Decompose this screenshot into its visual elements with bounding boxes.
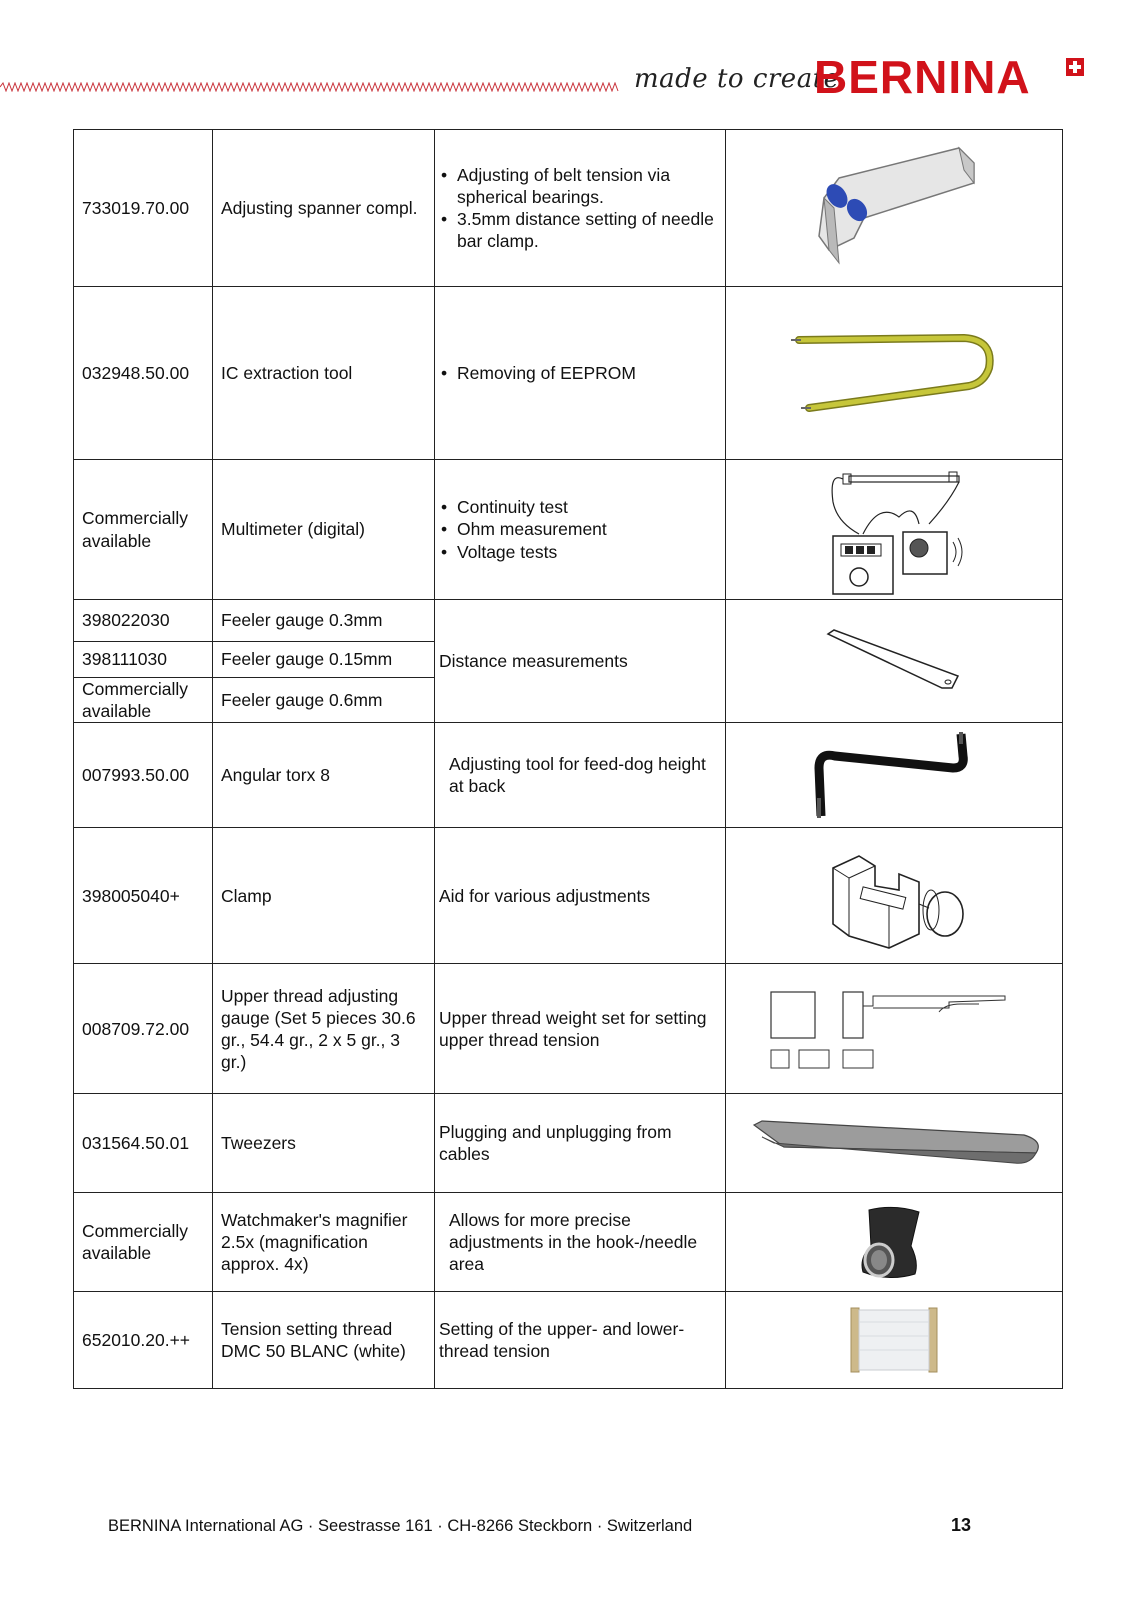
tool-image-cell: [726, 723, 1063, 828]
table-row: [74, 964, 1063, 1094]
table-row: [74, 1193, 1063, 1292]
part-number: Commercially available: [74, 678, 213, 723]
part-number: 008709.72.00: [74, 964, 213, 1094]
tool-uses: [435, 287, 726, 460]
tool-image-cell: [726, 460, 1063, 600]
part-number: 398005040+: [74, 828, 213, 964]
tool-description: Allows for more precise adjustments in the hook-/needle area: [435, 1193, 726, 1292]
adjusting-spanner-icon: [799, 138, 989, 278]
table-row: [74, 460, 1063, 600]
tool-name: Tension setting thread DMC 50 BLANC (white): [213, 1292, 435, 1389]
clamp-icon: [819, 838, 969, 953]
tool-name: Feeler gauge 0.3mm: [213, 600, 435, 642]
tool-name: Watchmaker's magnifier 2.5x (magnification approx. 4x): [213, 1193, 435, 1292]
tool-name: Feeler gauge 0.6mm: [213, 678, 435, 723]
use-item: • Ohm measurement: [457, 518, 717, 540]
tool-description: Aid for various adjustments: [435, 828, 726, 964]
part-number: 652010.20.++: [74, 1292, 213, 1389]
thread-spool-icon: [849, 1306, 939, 1374]
footer-address: BERNINA International AG · Seestrasse 161 · CH-8266 Steckborn · Switzerland: [108, 1517, 693, 1535]
table-row: [74, 828, 1063, 964]
part-number: Commercially available: [74, 460, 213, 600]
tool-name: IC extraction tool: [213, 287, 435, 460]
tool-description: Upper thread weight set for setting upper thread tension: [435, 964, 726, 1094]
table-row: [74, 1292, 1063, 1389]
use-item: • Voltage tests: [457, 541, 717, 563]
part-number: 398111030: [74, 642, 213, 678]
tool-name: Multimeter (digital): [213, 460, 435, 600]
angular-torx-icon: [809, 728, 979, 823]
tool-image-cell: [726, 1094, 1063, 1193]
magnifier-loupe-icon: [849, 1202, 939, 1282]
tools-table: [73, 129, 1063, 1389]
part-number: Commercially available: [74, 1193, 213, 1292]
table-row: [74, 130, 1063, 287]
part-number: 032948.50.00: [74, 287, 213, 460]
use-item: • Removing of EEPROM: [457, 362, 717, 384]
ic-extraction-tool-icon: [789, 328, 999, 418]
tool-name: Tweezers: [213, 1094, 435, 1193]
thread-weight-set-icon: [769, 984, 1019, 1074]
multimeter-icon: [819, 462, 969, 597]
tool-uses: [435, 460, 726, 600]
tool-image-cell: [726, 287, 1063, 460]
use-item: • Adjusting of belt tension via spherical bearings.: [457, 164, 717, 208]
tool-image-cell: [726, 1292, 1063, 1389]
table-row: [74, 1094, 1063, 1193]
page-number: 13: [951, 1515, 972, 1535]
tool-name: Upper thread adjusting gauge (Set 5 pieces 30.6 gr., 54.4 gr., 2 x 5 gr., 3 gr.): [213, 964, 435, 1094]
tool-image-cell: [726, 600, 1063, 723]
tool-image-cell: [726, 130, 1063, 287]
tool-name: Angular torx 8: [213, 723, 435, 828]
use-item: • Continuity test: [457, 496, 717, 518]
swiss-cross-icon: [1066, 58, 1084, 76]
tool-name: Clamp: [213, 828, 435, 964]
tool-description: Adjusting tool for feed-dog height at back: [435, 723, 726, 828]
zigzag-stitch-line: [0, 82, 620, 92]
tool-name: Adjusting spanner compl.: [213, 130, 435, 287]
part-number: 398022030: [74, 600, 213, 642]
part-number: 031564.50.01: [74, 1094, 213, 1193]
tool-description: Distance measurements: [435, 600, 726, 723]
tool-image-cell: [726, 828, 1063, 964]
brand-logo: BERNINA: [814, 51, 1031, 103]
table-row: [74, 287, 1063, 460]
use-item: • 3.5mm distance setting of needle bar clamp.: [457, 208, 717, 252]
part-number: 007993.50.00: [74, 723, 213, 828]
tool-name: Feeler gauge 0.15mm: [213, 642, 435, 678]
tool-description: Setting of the upper- and lower-thread tension: [435, 1292, 726, 1389]
tool-image-cell: [726, 964, 1063, 1094]
table-row: [74, 723, 1063, 828]
part-number: 733019.70.00: [74, 130, 213, 287]
brand-tagline: made to create: [634, 64, 840, 94]
tool-uses: [435, 130, 726, 287]
table-row: [74, 600, 1063, 642]
tweezers-icon: [744, 1113, 1044, 1173]
tool-description: Plugging and unplugging from cables: [435, 1094, 726, 1193]
tool-image-cell: [726, 1193, 1063, 1292]
feeler-gauge-icon: [824, 626, 964, 696]
